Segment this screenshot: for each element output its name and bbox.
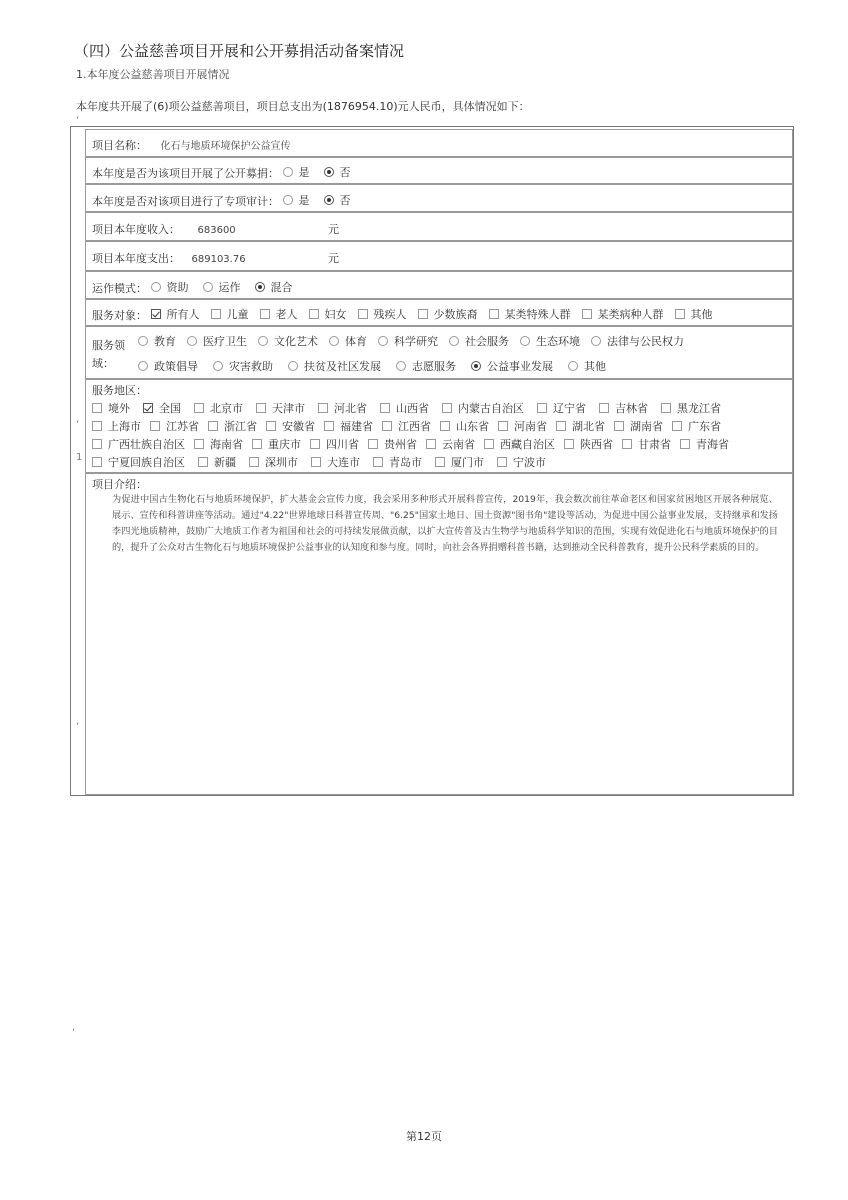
checkbox-empty-icon[interactable] xyxy=(497,457,507,467)
radio-option[interactable] xyxy=(329,333,367,349)
option-label: 四川省 xyxy=(326,438,359,451)
checkbox-option[interactable] xyxy=(537,400,586,416)
checkbox-empty-icon[interactable] xyxy=(426,439,436,449)
checkbox-option[interactable] xyxy=(252,436,301,452)
checkbox-option[interactable] xyxy=(194,436,243,452)
option-label: 天津市 xyxy=(272,402,305,415)
checkbox-option[interactable] xyxy=(150,418,199,434)
option-label: 北京市 xyxy=(210,402,243,415)
public-fundraising-options xyxy=(283,167,365,180)
radio-empty-icon[interactable] xyxy=(378,336,388,346)
checkbox-empty-icon[interactable] xyxy=(614,421,624,431)
radio-option[interactable] xyxy=(138,358,198,374)
checkbox-option[interactable] xyxy=(373,454,422,470)
project-intro-row xyxy=(85,473,793,795)
radio-option[interactable] xyxy=(258,333,318,349)
radio-option[interactable] xyxy=(591,333,684,349)
radio-empty-icon[interactable] xyxy=(283,167,293,177)
checkbox-option[interactable] xyxy=(324,418,373,434)
expense-unit: 元 xyxy=(328,252,339,265)
radio-empty-icon[interactable] xyxy=(396,361,406,371)
checkbox-empty-icon[interactable] xyxy=(92,403,102,413)
option-label: 文化艺术 xyxy=(274,335,318,348)
checkbox-empty-icon[interactable] xyxy=(260,309,270,319)
checkbox-empty-icon[interactable] xyxy=(92,421,102,431)
checkbox-empty-icon[interactable] xyxy=(418,309,428,319)
expense-label: 项目本年度支出： xyxy=(92,252,180,265)
service-field-options-row2 xyxy=(138,358,788,374)
option-label: 教育 xyxy=(154,335,176,348)
service-field-label-1: 服务领 xyxy=(92,339,125,352)
checkbox-option[interactable] xyxy=(680,436,729,452)
option-label: 生态环境 xyxy=(536,335,580,348)
project-name-value: 化石与地质环境保护公益宣传 xyxy=(160,141,291,152)
checkbox-checked-icon[interactable] xyxy=(151,309,161,319)
option-label: 否 xyxy=(339,194,351,207)
service-region-options-row4 xyxy=(92,454,788,470)
checkbox-empty-icon[interactable] xyxy=(309,309,319,319)
checkbox-option[interactable] xyxy=(380,400,429,416)
checkbox-option[interactable] xyxy=(266,418,315,434)
option-label: 是 xyxy=(298,166,310,179)
option-label: 否 xyxy=(339,166,351,179)
checkbox-empty-icon[interactable] xyxy=(211,309,221,319)
option-label: 志愿服务 xyxy=(412,360,456,373)
checkbox-empty-icon[interactable] xyxy=(556,421,566,431)
radio-option[interactable] xyxy=(324,164,351,180)
radio-empty-icon[interactable] xyxy=(203,282,213,292)
checkbox-empty-icon[interactable] xyxy=(249,457,259,467)
income-unit: 元 xyxy=(328,223,339,236)
section-heading: （四）公益慈善项目开展和公开募捐活动备案情况 xyxy=(74,42,405,60)
checkbox-option[interactable] xyxy=(211,306,249,322)
radio-option[interactable] xyxy=(288,358,381,374)
checkbox-empty-icon[interactable] xyxy=(310,439,320,449)
checkbox-empty-icon[interactable] xyxy=(318,403,328,413)
checkbox-option[interactable] xyxy=(675,306,713,322)
public-fundraising-label: 本年度是否为该项目开展了公开募捐： xyxy=(92,167,279,180)
checkbox-option[interactable] xyxy=(311,454,360,470)
radio-option[interactable] xyxy=(449,333,509,349)
option-label: 厦门市 xyxy=(451,456,484,469)
option-label: 政策倡导 xyxy=(154,360,198,373)
radio-option[interactable] xyxy=(396,358,456,374)
option-label: 广东省 xyxy=(688,420,721,433)
project-name-label: 项目名称： xyxy=(92,139,147,152)
checkbox-option[interactable] xyxy=(672,418,721,434)
radio-empty-icon[interactable] xyxy=(151,282,161,292)
option-label: 甘肃省 xyxy=(638,438,671,451)
option-label: 安徽省 xyxy=(282,420,315,433)
option-label: 浙江省 xyxy=(224,420,257,433)
radio-option[interactable] xyxy=(151,279,189,295)
service-target-row xyxy=(85,299,793,326)
checkbox-empty-icon[interactable] xyxy=(675,309,685,319)
radio-option[interactable] xyxy=(187,333,247,349)
option-label: 江西省 xyxy=(398,420,431,433)
option-label: 吉林省 xyxy=(615,402,648,415)
option-label: 黑龙江省 xyxy=(677,402,721,415)
income-row xyxy=(85,212,793,241)
service-field-label-2: 域： xyxy=(92,357,114,370)
option-label: 妇女 xyxy=(324,308,347,321)
checkbox-option[interactable] xyxy=(198,454,236,470)
checkbox-option[interactable] xyxy=(208,418,257,434)
project-name-row xyxy=(85,129,793,157)
checkbox-empty-icon[interactable] xyxy=(198,457,208,467)
checkbox-option[interactable] xyxy=(489,306,571,322)
checkbox-option[interactable] xyxy=(92,418,141,434)
checkbox-option[interactable] xyxy=(418,306,478,322)
radio-selected-icon[interactable] xyxy=(255,282,265,292)
option-label: 深圳市 xyxy=(265,456,298,469)
checkbox-empty-icon[interactable] xyxy=(498,421,508,431)
radio-empty-icon[interactable] xyxy=(449,336,459,346)
radio-option[interactable] xyxy=(255,279,293,295)
service-field-options-row1 xyxy=(138,333,788,349)
option-label: 青岛市 xyxy=(389,456,422,469)
checkbox-option[interactable] xyxy=(249,454,298,470)
option-label: 湖南省 xyxy=(630,420,663,433)
checkbox-option[interactable] xyxy=(194,400,243,416)
special-audit-options xyxy=(283,195,365,208)
checkbox-empty-icon[interactable] xyxy=(440,421,450,431)
income-value: 683600 xyxy=(197,225,236,236)
project-intro-label: 项目介绍： xyxy=(92,478,147,491)
radio-option[interactable] xyxy=(568,358,606,374)
checkbox-option[interactable] xyxy=(368,436,417,452)
option-label: 江苏省 xyxy=(166,420,199,433)
option-label: 西藏自治区 xyxy=(500,438,555,451)
section-subheading: 1.本年度公益慈善项目开展情况 xyxy=(76,68,230,81)
radio-empty-icon[interactable] xyxy=(138,336,148,346)
checkbox-empty-icon[interactable] xyxy=(252,439,262,449)
radio-empty-icon[interactable] xyxy=(258,336,268,346)
radio-empty-icon[interactable] xyxy=(329,336,339,346)
checkbox-empty-icon[interactable] xyxy=(489,309,499,319)
option-label: 贵州省 xyxy=(384,438,417,451)
page-number: 第12页 xyxy=(406,1130,442,1143)
option-label: 新疆 xyxy=(214,456,236,469)
service-region-options-row2 xyxy=(92,418,788,434)
service-target-label: 服务对象： xyxy=(92,309,147,322)
checkbox-empty-icon[interactable] xyxy=(442,403,452,413)
checkbox-empty-icon[interactable] xyxy=(194,439,204,449)
margin-mark: 1 xyxy=(76,452,83,463)
operation-mode-label: 运作模式： xyxy=(92,282,147,295)
option-label: 残疾人 xyxy=(373,308,407,321)
option-label: 辽宁省 xyxy=(553,402,586,415)
project-intro-text: 为促进中国古生物化石与地质环境保护，扩大基金会宣传力度，我会采用多种形式开展科普宣传，2019年，我会数次前往革命老区和国家贫困地区开展各种展览、展示、宣传和科普讲座等活动。通过"4.22"世界地球日科普宣传周、"6.25"国家土地日、国土资源"图书角"建设等活动，为促进中国公益事业发展，支持继承和发扬李四光地质精神，鼓励广大地质工作者为祖国和社会的可持续发展做贡献，以扩大宣传普及古生物学与地质科学知识的范围，实现有效促进化石与地质环境保护的目的，提升了公众对古生物化石与地质环境保护公益事业的认知度和参与度。同时，向社会各界捐赠科普书籍，达到推动全民科普教育，提升公民科学素质的目的。 xyxy=(112,494,778,553)
option-label: 境外 xyxy=(108,402,130,415)
radio-option[interactable] xyxy=(283,164,310,180)
margin-mark: , xyxy=(76,716,80,727)
checkbox-empty-icon[interactable] xyxy=(680,439,690,449)
option-label: 山东省 xyxy=(456,420,489,433)
margin-mark: , xyxy=(72,1022,76,1033)
option-label: 某类特殊人群 xyxy=(504,308,571,321)
checkbox-empty-icon[interactable] xyxy=(266,421,276,431)
checkbox-empty-icon[interactable] xyxy=(368,439,378,449)
radio-empty-icon[interactable] xyxy=(187,336,197,346)
checkbox-option[interactable] xyxy=(143,400,181,416)
radio-option[interactable] xyxy=(283,192,310,208)
checkbox-option[interactable] xyxy=(484,436,555,452)
option-label: 灾害救助 xyxy=(229,360,273,373)
checkbox-empty-icon[interactable] xyxy=(599,403,609,413)
project-form xyxy=(70,126,794,796)
option-label: 社会服务 xyxy=(465,335,509,348)
option-label: 资助 xyxy=(166,281,189,294)
radio-empty-icon[interactable] xyxy=(520,336,530,346)
public-fundraising-row xyxy=(85,157,793,184)
checkbox-option[interactable] xyxy=(556,418,605,434)
option-label: 宁波市 xyxy=(513,456,546,469)
checkbox-option[interactable] xyxy=(256,400,305,416)
option-label: 老人 xyxy=(275,308,298,321)
checkbox-empty-icon[interactable] xyxy=(256,403,266,413)
checkbox-option[interactable] xyxy=(622,436,671,452)
radio-option[interactable] xyxy=(138,333,176,349)
checkbox-option[interactable] xyxy=(498,418,547,434)
option-label: 法律与公民权力 xyxy=(607,335,684,348)
checkbox-empty-icon[interactable] xyxy=(537,403,547,413)
checkbox-option[interactable] xyxy=(151,306,200,322)
option-label: 宁夏回族自治区 xyxy=(108,456,185,469)
option-label: 医疗卫生 xyxy=(203,335,247,348)
checkbox-checked-icon[interactable] xyxy=(143,403,153,413)
option-label: 内蒙古自治区 xyxy=(458,402,524,415)
checkbox-option[interactable] xyxy=(358,306,407,322)
checkbox-option[interactable] xyxy=(426,436,475,452)
checkbox-option[interactable] xyxy=(260,306,298,322)
checkbox-empty-icon[interactable] xyxy=(661,403,671,413)
expense-value: 689103.76 xyxy=(191,254,246,265)
radio-option[interactable] xyxy=(324,192,351,208)
option-label: 是 xyxy=(298,194,310,207)
option-label: 河南省 xyxy=(514,420,547,433)
service-region-row xyxy=(85,379,793,473)
checkbox-option[interactable] xyxy=(382,418,431,434)
option-label: 陕西省 xyxy=(580,438,613,451)
checkbox-empty-icon[interactable] xyxy=(564,439,574,449)
service-region-options-row3 xyxy=(92,436,788,452)
checkbox-empty-icon[interactable] xyxy=(92,457,102,467)
checkbox-option[interactable] xyxy=(92,400,130,416)
option-label: 少数族裔 xyxy=(433,308,478,321)
option-label: 广西壮族自治区 xyxy=(108,438,185,451)
special-audit-row xyxy=(85,184,793,212)
checkbox-empty-icon[interactable] xyxy=(324,421,334,431)
radio-selected-icon[interactable] xyxy=(324,167,334,177)
checkbox-option[interactable] xyxy=(582,306,664,322)
option-label: 科学研究 xyxy=(394,335,438,348)
service-target-options xyxy=(151,309,724,322)
margin-mark: , xyxy=(76,110,80,121)
margin-mark: , xyxy=(76,414,80,425)
checkbox-empty-icon[interactable] xyxy=(380,403,390,413)
option-label: 福建省 xyxy=(340,420,373,433)
checkbox-option[interactable] xyxy=(442,400,524,416)
radio-option[interactable] xyxy=(213,358,273,374)
radio-selected-icon[interactable] xyxy=(324,195,334,205)
checkbox-option[interactable] xyxy=(92,454,185,470)
radio-empty-icon[interactable] xyxy=(283,195,293,205)
checkbox-empty-icon[interactable] xyxy=(582,309,592,319)
option-label: 山西省 xyxy=(396,402,429,415)
radio-option[interactable] xyxy=(378,333,438,349)
checkbox-option[interactable] xyxy=(310,436,359,452)
option-label: 混合 xyxy=(270,281,293,294)
radio-empty-icon[interactable] xyxy=(213,361,223,371)
option-label: 云南省 xyxy=(442,438,475,451)
checkbox-empty-icon[interactable] xyxy=(484,439,494,449)
option-label: 大连市 xyxy=(327,456,360,469)
option-label: 所有人 xyxy=(166,308,200,321)
service-region-options-row1 xyxy=(92,400,788,416)
checkbox-empty-icon[interactable] xyxy=(358,309,368,319)
checkbox-empty-icon[interactable] xyxy=(373,457,383,467)
checkbox-option[interactable] xyxy=(92,436,185,452)
expense-row xyxy=(85,241,793,271)
checkbox-option[interactable] xyxy=(440,418,489,434)
option-label: 运作 xyxy=(218,281,241,294)
operation-mode-options xyxy=(151,282,307,295)
checkbox-empty-icon[interactable] xyxy=(311,457,321,467)
checkbox-empty-icon[interactable] xyxy=(435,457,445,467)
projects-summary: 本年度共开展了(6)项公益慈善项目，项目总支出为(1876954.10)元人民币，具体情况如下： xyxy=(76,100,530,113)
checkbox-option[interactable] xyxy=(614,418,663,434)
service-region-label: 服务地区： xyxy=(92,384,147,397)
radio-empty-icon[interactable] xyxy=(288,361,298,371)
radio-option[interactable] xyxy=(520,333,580,349)
checkbox-empty-icon[interactable] xyxy=(382,421,392,431)
option-label: 其他 xyxy=(584,360,606,373)
checkbox-empty-icon[interactable] xyxy=(194,403,204,413)
checkbox-option[interactable] xyxy=(564,436,613,452)
option-label: 扶贫及社区发展 xyxy=(304,360,381,373)
option-label: 河北省 xyxy=(334,402,367,415)
radio-empty-icon[interactable] xyxy=(591,336,601,346)
option-label: 某类病种人群 xyxy=(597,308,664,321)
radio-empty-icon[interactable] xyxy=(568,361,578,371)
option-label: 海南省 xyxy=(210,438,243,451)
operation-mode-row xyxy=(85,271,793,299)
option-label: 其他 xyxy=(690,308,713,321)
radio-option[interactable] xyxy=(203,279,241,295)
checkbox-option[interactable] xyxy=(318,400,367,416)
checkbox-empty-icon[interactable] xyxy=(672,421,682,431)
option-label: 体育 xyxy=(345,335,367,348)
income-label: 项目本年度收入： xyxy=(92,223,180,236)
option-label: 青海省 xyxy=(696,438,729,451)
radio-option[interactable] xyxy=(471,358,553,374)
option-label: 重庆市 xyxy=(268,438,301,451)
checkbox-empty-icon[interactable] xyxy=(622,439,632,449)
checkbox-option[interactable] xyxy=(435,454,484,470)
checkbox-option[interactable] xyxy=(599,400,648,416)
option-label: 公益事业发展 xyxy=(487,360,553,373)
checkbox-option[interactable] xyxy=(309,306,347,322)
checkbox-option[interactable] xyxy=(497,454,546,470)
checkbox-empty-icon[interactable] xyxy=(92,439,102,449)
option-label: 上海市 xyxy=(108,420,141,433)
special-audit-label: 本年度是否对该项目进行了专项审计： xyxy=(92,195,279,208)
radio-selected-icon[interactable] xyxy=(471,361,481,371)
option-label: 儿童 xyxy=(226,308,249,321)
checkbox-empty-icon[interactable] xyxy=(150,421,160,431)
service-field-row xyxy=(85,326,793,379)
radio-empty-icon[interactable] xyxy=(138,361,148,371)
checkbox-empty-icon[interactable] xyxy=(208,421,218,431)
option-label: 湖北省 xyxy=(572,420,605,433)
option-label: 全国 xyxy=(159,402,181,415)
checkbox-option[interactable] xyxy=(661,400,721,416)
